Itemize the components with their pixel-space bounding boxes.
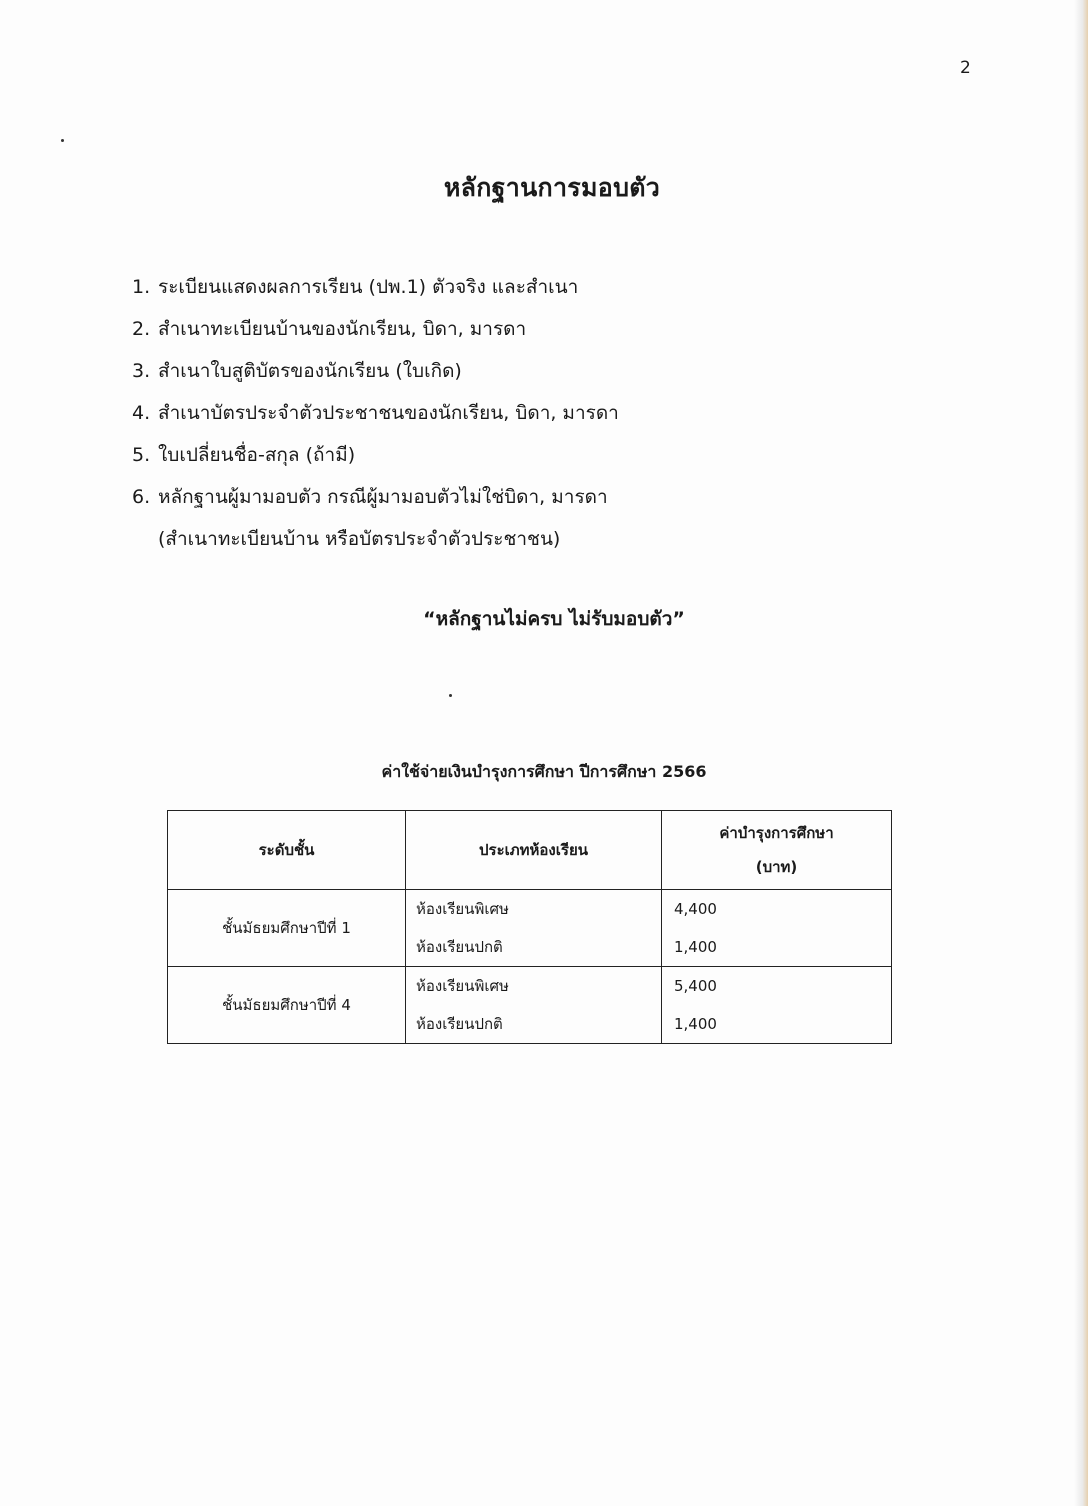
list-item [132, 480, 619, 522]
header-fee-line2: (บาท) [755, 858, 798, 876]
fee-table-title: ค่าใช้จ่ายเงินบำรุงการศึกษา ปีการศึกษา 2566 [381, 762, 707, 781]
list-item [132, 354, 619, 396]
fee-table [167, 810, 892, 1044]
cell-room-type: ห้องเรียนพิเศษ [416, 977, 509, 995]
requirements-list [132, 270, 619, 564]
list-item [132, 396, 619, 438]
list-item-continuation: (สำเนาทะเบียนบ้าน หรือบัตรประจำตัวประชาชน) [158, 528, 561, 550]
list-item-text: สำเนาทะเบียนบ้านของนักเรียน, บิดา, มารดา [158, 318, 527, 340]
cell-room-types [406, 890, 662, 967]
page-title: หลักฐานการมอบตัว [443, 173, 661, 202]
cell-fee: 4,400 [674, 900, 717, 918]
cell-room-types [406, 967, 662, 1044]
list-item-text: สำเนาใบสูติบัตรของนักเรียน (ใบเกิด) [158, 360, 462, 382]
list-item-text: ระเบียนแสดงผลการเรียน (ปพ.1) ตัวจริง และสำเนา [158, 276, 579, 298]
table-row [168, 967, 892, 1044]
cell-level: ชั้นมัธยมศึกษาปีที่ 1 [168, 890, 406, 967]
list-item [132, 270, 619, 312]
header-room-type: ประเภทห้องเรียน [406, 811, 662, 890]
cell-fee: 1,400 [674, 938, 717, 956]
header-fee-line1: ค่าบำรุงการศึกษา [719, 824, 834, 842]
scan-speck [449, 694, 452, 697]
list-item [132, 438, 619, 480]
list-item-text: หลักฐานผู้มามอบตัว กรณีผู้มามอบตัวไม่ใช่บิดา, มารดา [158, 486, 608, 508]
cell-fees [662, 890, 892, 967]
cell-fees [662, 967, 892, 1044]
list-item-number: 2. [132, 318, 151, 340]
list-item-text: สำเนาบัตรประจำตัวประชาชนของนักเรียน, บิดา, มารดา [158, 402, 619, 424]
table-row [168, 890, 892, 967]
scan-speck [61, 139, 64, 142]
list-item-number: 3. [132, 360, 151, 382]
page-edge-shadow [1074, 0, 1088, 1506]
notice-text: “หลักฐานไม่ครบ ไม่รับมอบตัว” [423, 608, 685, 630]
list-item [132, 312, 619, 354]
header-fee [662, 811, 892, 890]
cell-level: ชั้นมัธยมศึกษาปีที่ 4 [168, 967, 406, 1044]
cell-fee: 5,400 [674, 977, 717, 995]
list-item-text: ใบเปลี่ยนชื่อ-สกุล (ถ้ามี) [158, 444, 356, 466]
cell-fee: 1,400 [674, 1015, 717, 1033]
cell-room-type: ห้องเรียนพิเศษ [416, 900, 509, 918]
list-item-number: 1. [132, 276, 151, 298]
list-item-number: 4. [132, 402, 151, 424]
cell-room-type: ห้องเรียนปกติ [416, 1015, 503, 1033]
page-number: 2 [960, 58, 971, 78]
list-item-number: 6. [132, 486, 151, 508]
list-item-number: 5. [132, 444, 151, 466]
table-header-row [168, 811, 892, 890]
header-level: ระดับชั้น [168, 811, 406, 890]
cell-room-type: ห้องเรียนปกติ [416, 938, 503, 956]
